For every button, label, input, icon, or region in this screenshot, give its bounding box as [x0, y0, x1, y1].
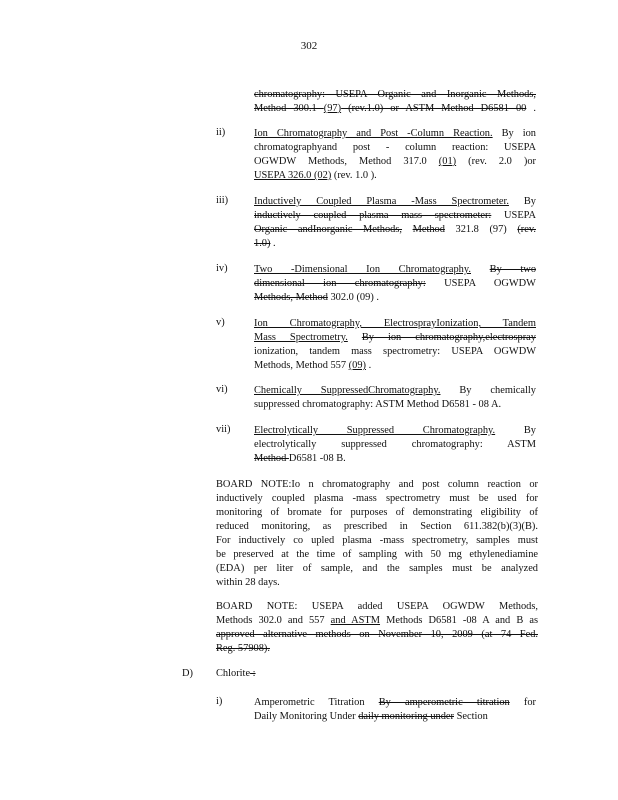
note-line: within 28 days.	[216, 577, 280, 588]
item-vii-text	[254, 424, 536, 466]
text-run: Inductively Coupled Plasma -Mass Spectrometer.	[254, 196, 509, 207]
note-line: (EDA) per liter of sample, and the samples must be analyzed	[216, 563, 538, 574]
text-line	[254, 384, 536, 398]
text-run: 1.0)	[254, 238, 271, 249]
text-run: for	[509, 697, 537, 708]
item-number: vi)	[216, 384, 228, 395]
text-run	[402, 224, 413, 235]
text-line	[254, 195, 536, 209]
item-ii-text	[254, 127, 536, 183]
page-number: 302	[300, 40, 318, 52]
text-run: Method 300.1	[254, 103, 324, 114]
item-number: ii)	[216, 127, 226, 138]
text-run: (01)	[438, 156, 457, 167]
item-vi-text	[254, 384, 536, 412]
item-number: vii)	[216, 424, 231, 435]
text-line	[254, 209, 536, 223]
text-run: .	[526, 103, 536, 114]
text-run: Methods, Method	[254, 292, 328, 303]
text-run: electrolytically suppressed chromatography: ASTM	[254, 439, 536, 450]
text-run: (02)	[313, 170, 332, 181]
text-run: By	[508, 196, 536, 207]
item-v-text	[254, 317, 536, 373]
text-run: (rev. 2.0 )or	[456, 156, 537, 167]
text-run: 302.0 (09) .	[327, 292, 379, 303]
continuation-text	[254, 88, 536, 116]
item-number: iv)	[216, 263, 228, 274]
text-line	[254, 169, 536, 183]
text-run: By	[495, 425, 536, 436]
text-line	[254, 696, 536, 710]
section-letter: D)	[182, 668, 193, 679]
text-run: Section	[454, 711, 488, 722]
item-iii-text	[254, 195, 536, 251]
text-line	[254, 263, 536, 277]
text-line	[254, 452, 536, 466]
text-run: Electrolytically Suppressed Chromatography.	[254, 425, 496, 436]
text-run: (09)	[348, 360, 366, 371]
text-run: Methods, Method 557	[254, 360, 349, 371]
text-line	[254, 359, 536, 373]
item-number: iii)	[216, 195, 229, 206]
text-run: ionization, tandem mass spectrometry: USEPA OGWDW	[254, 346, 536, 357]
text-run: (97)	[323, 103, 342, 114]
text-run: USEPA OGWDW	[425, 278, 536, 289]
text-run: and ASTM	[330, 615, 381, 626]
text-line	[254, 291, 536, 305]
section-title-struck: :	[250, 668, 256, 679]
text-run: chromatography: USEPA Organic and Inorganic Methods,	[254, 89, 536, 100]
note-line: BOARD NOTE: USEPA added USEPA OGWDW Methods,	[216, 601, 538, 612]
text-run: .	[270, 238, 276, 249]
text-line	[254, 317, 536, 331]
text-run: D6581 -08 B.	[288, 453, 346, 464]
note-line: reduced monitoring, as prescribed in Section 611.382(b)(3)(B).	[216, 521, 538, 532]
text-run: daily monitoring under	[358, 711, 454, 722]
text-line	[254, 331, 536, 345]
text-run: Amperometric Titration	[254, 697, 379, 708]
text-run: dimensional ion chromatography:	[254, 278, 426, 289]
text-run: By chemically	[440, 385, 536, 396]
text-line	[254, 345, 536, 359]
text-run: Method	[254, 453, 289, 464]
text-run: By amperometric titration	[378, 697, 510, 708]
text-run: Organic andInorganic Methods,	[254, 224, 403, 235]
text-line	[254, 710, 536, 724]
text-run: chromatographyand post - column reaction: USEPA	[254, 142, 536, 153]
text-run: (rev.	[517, 224, 536, 235]
section-title-text: Chlorite	[216, 668, 251, 679]
note-line: Reg. 57908).	[216, 643, 270, 654]
note-line: monitoring of bromate for purposes of demonstrating eligibility of	[216, 507, 538, 518]
item-number: i)	[216, 696, 223, 707]
text-run: USEPA	[491, 210, 536, 221]
text-line	[254, 141, 536, 155]
item-number: v)	[216, 317, 225, 328]
text-run: (rev.1.0) or ASTM Method D6581 00	[341, 103, 527, 114]
text-run: By two	[489, 264, 537, 275]
text-run: Ion Chromatography and Post -Column Reaction.	[254, 128, 493, 139]
text-line	[254, 102, 536, 116]
text-run	[348, 332, 362, 343]
board-note-bromate	[216, 478, 538, 590]
section-title	[216, 668, 256, 679]
text-line	[254, 438, 536, 452]
text-line	[254, 398, 536, 412]
text-run: .	[365, 360, 372, 371]
note-line: inductively coupled plasma -mass spectrometry must be used for	[216, 493, 538, 504]
text-run: Methods D6581 -08 A and B as	[380, 615, 538, 626]
text-run: USEPA 326.0	[254, 170, 314, 181]
board-note-methods	[216, 600, 538, 656]
note-line: For inductively co upled plasma -mass spectrometry, samples must	[216, 535, 538, 546]
note-line	[216, 614, 538, 628]
note-line: approved alternative methods on November 10, 2009 (at 74 Fed.	[216, 629, 538, 640]
text-line	[254, 223, 536, 237]
text-run: Method	[412, 224, 445, 235]
text-run: inductively coupled plasma mass spectrometer:	[254, 210, 492, 221]
note-line: BOARD NOTE:Io n chromatography and post column reaction or	[216, 479, 538, 490]
text-run: By ion	[492, 128, 536, 139]
text-run: By ion chromatography,electrospray	[361, 332, 536, 343]
note-line: be preserved at the time of sampling with 50 mg ethylenediamine	[216, 549, 538, 560]
text-run	[471, 264, 490, 275]
item-iv-text	[254, 263, 536, 305]
text-line	[254, 424, 536, 438]
text-line	[254, 277, 536, 291]
item-d-i-text	[254, 696, 536, 724]
text-run: OGWDW Methods, Method 317.0	[254, 156, 439, 167]
text-line	[254, 237, 536, 251]
text-run: Two -Dimensional Ion Chromatography.	[254, 264, 471, 275]
text-line	[254, 155, 536, 169]
text-run: suppressed chromatography: ASTM Method D6581 - 08 A.	[254, 399, 502, 410]
text-run: (rev. 1.0 ).	[331, 170, 377, 181]
text-run: Chemically SuppressedChromatography.	[254, 385, 441, 396]
text-line	[254, 127, 536, 141]
text-run: Mass Spectrometry.	[254, 332, 348, 343]
text-run: Daily Monitoring Under	[254, 711, 359, 722]
text-line	[254, 88, 536, 102]
text-run: 321.8 (97)	[444, 224, 518, 235]
text-run: Methods 302.0 and 557	[216, 615, 331, 626]
text-run: Ion Chromatography, ElectrosprayIonization, Tandem	[254, 318, 536, 329]
